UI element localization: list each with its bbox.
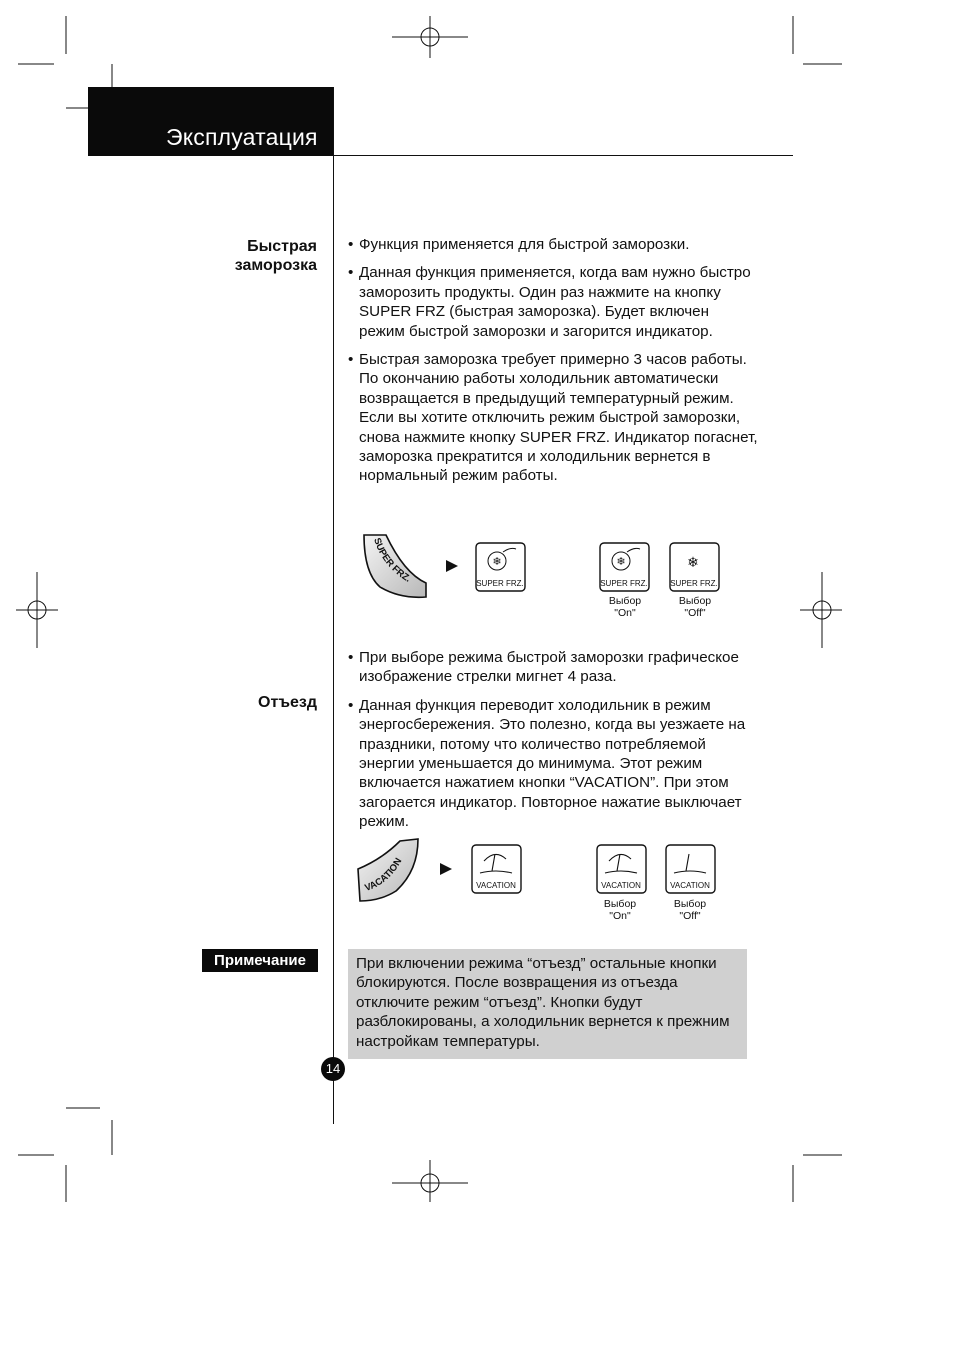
list-item: • Данная функция переводит холодильник в режим энергосбережения. Это полезно, когда вы уезжаете на праздники, потому что количество потребляемой энергии уменьшается до минимума. Этот режим включается нажатием кнопки “VACATION”. При этом загорается индикатор. Повторное нажатие выключает режим. xyxy=(348,696,758,832)
super-freeze-bullets xyxy=(348,235,758,495)
vacation-button-label: VACATION xyxy=(363,856,405,894)
indicator-label: VACATION xyxy=(476,881,516,890)
section-label-line: Быстрая xyxy=(247,238,317,255)
vacation-indicator xyxy=(472,845,521,893)
play-arrow-icon xyxy=(446,560,458,572)
header-rule xyxy=(334,155,793,156)
caption-line: "On" xyxy=(609,910,631,922)
caption-line: Выбор xyxy=(673,898,707,910)
bullet-text: При выборе режима быстрой заморозки графическое изображение стрелки мигнет 4 раза. xyxy=(359,649,739,686)
super-freeze-indicator xyxy=(476,543,525,591)
bullet-text: Функция применяется для быстрой заморозки. xyxy=(359,236,690,253)
list-item: • Быстрая заморозка требует примерно 3 часов работы. По окончанию работы холодильник автоматически возвращается в предыдущий температурный режим. Если вы хотите отключить режим быстрой заморозки, снова нажмите кнопку SUPER FRZ. Индикатор погаснет, заморозка прекратится и холодильник вернется в нормальный режим работы. xyxy=(348,351,758,485)
column-divider xyxy=(333,87,334,1124)
super-freeze-diagram xyxy=(360,533,740,603)
vacation-diagram xyxy=(352,837,732,907)
caption-line: "Off" xyxy=(684,607,706,619)
caption-on xyxy=(590,898,650,922)
note-text: При включении режима “отъезд” остальные кнопки блокируются. После возвращения из отъезда отключите режим “отъезд”. Кнопки будут разблокированы, а холодильник вернется к прежним настройкам температуры. xyxy=(356,955,730,1050)
bullet-text: Данная функция переводит холодильник в режим энергосбережения. Это полезно, когда вы уезжаете на праздники, потому что количество потребляемой энергии уменьшается до минимума. Этот режим включается нажатием кнопки “VACATION”. При этом загорается индикатор. Повторное нажатие выключает режим. xyxy=(359,696,746,831)
indicator-label: VACATION xyxy=(670,881,710,890)
list-item: • Данная функция применяется, когда вам нужно быстро заморозить продукты. Один раз нажмите на кнопку SUPER FRZ (быстрая заморозка). Будет включен режим быстрой заморозки и загорится индикатор. xyxy=(348,263,758,341)
bullet-text: Данная функция применяется, когда вам нужно быстро заморозить продукты. Один раз нажмите на кнопку SUPER FRZ (быстрая заморозка). Будет включен режим быстрой заморозки и загорится индикатор. xyxy=(359,264,751,340)
caption-line: "Off" xyxy=(679,910,701,922)
play-arrow-icon xyxy=(440,863,452,875)
section-label-super-freeze xyxy=(235,237,317,275)
indicator-label: VACATION xyxy=(601,881,641,890)
note-label: Примечание xyxy=(202,949,318,972)
caption-line: Выбор xyxy=(608,595,642,607)
vacation-indicator-on xyxy=(597,845,646,893)
caption-line: Выбор xyxy=(678,595,712,607)
caption-off xyxy=(665,595,725,619)
list-item: • Функция применяется для быстрой заморозки. xyxy=(348,235,758,254)
indicator-label: SUPER FRZ. xyxy=(476,579,524,588)
snowflake-icon: ❄ xyxy=(687,555,699,571)
super-freeze-button xyxy=(364,535,426,597)
caption-line: "On" xyxy=(614,607,636,619)
super-freeze-indicator-off xyxy=(670,543,719,591)
svg-text:❄: ❄ xyxy=(492,555,502,568)
caption-on xyxy=(595,595,655,619)
page-title: Эксплуатация xyxy=(166,124,318,150)
section-label-line: заморозка xyxy=(234,257,317,274)
page-number: 14 xyxy=(321,1057,345,1081)
vacation-bullets xyxy=(348,648,758,841)
list-item: • При выборе режима быстрой заморозки графическое изображение стрелки мигнет 4 раза. xyxy=(348,648,758,687)
super-freeze-indicator-on xyxy=(600,543,649,591)
bullet-text: Быстрая заморозка требует примерно 3 часов работы. По окончанию работы холодильник автоматически возвращается в предыдущий температурный режим. Если вы хотите отключить режим быстрой заморозки, снова нажмите кнопку SUPER FRZ. Индикатор погаснет, заморозка прекратится и холодильник вернется в нормальный режим работы. xyxy=(359,351,758,485)
indicator-label: SUPER FRZ. xyxy=(670,579,718,588)
indicator-label: SUPER FRZ. xyxy=(600,579,648,588)
vacation-indicator-off xyxy=(666,845,715,893)
caption-off xyxy=(660,898,720,922)
super-freeze-button-label: SUPER FRZ. xyxy=(371,536,413,585)
vacation-button xyxy=(358,839,418,901)
caption-line: Выбор xyxy=(603,898,637,910)
section-label-vacation: Отъезд xyxy=(258,694,317,711)
svg-text:❄: ❄ xyxy=(616,555,626,568)
